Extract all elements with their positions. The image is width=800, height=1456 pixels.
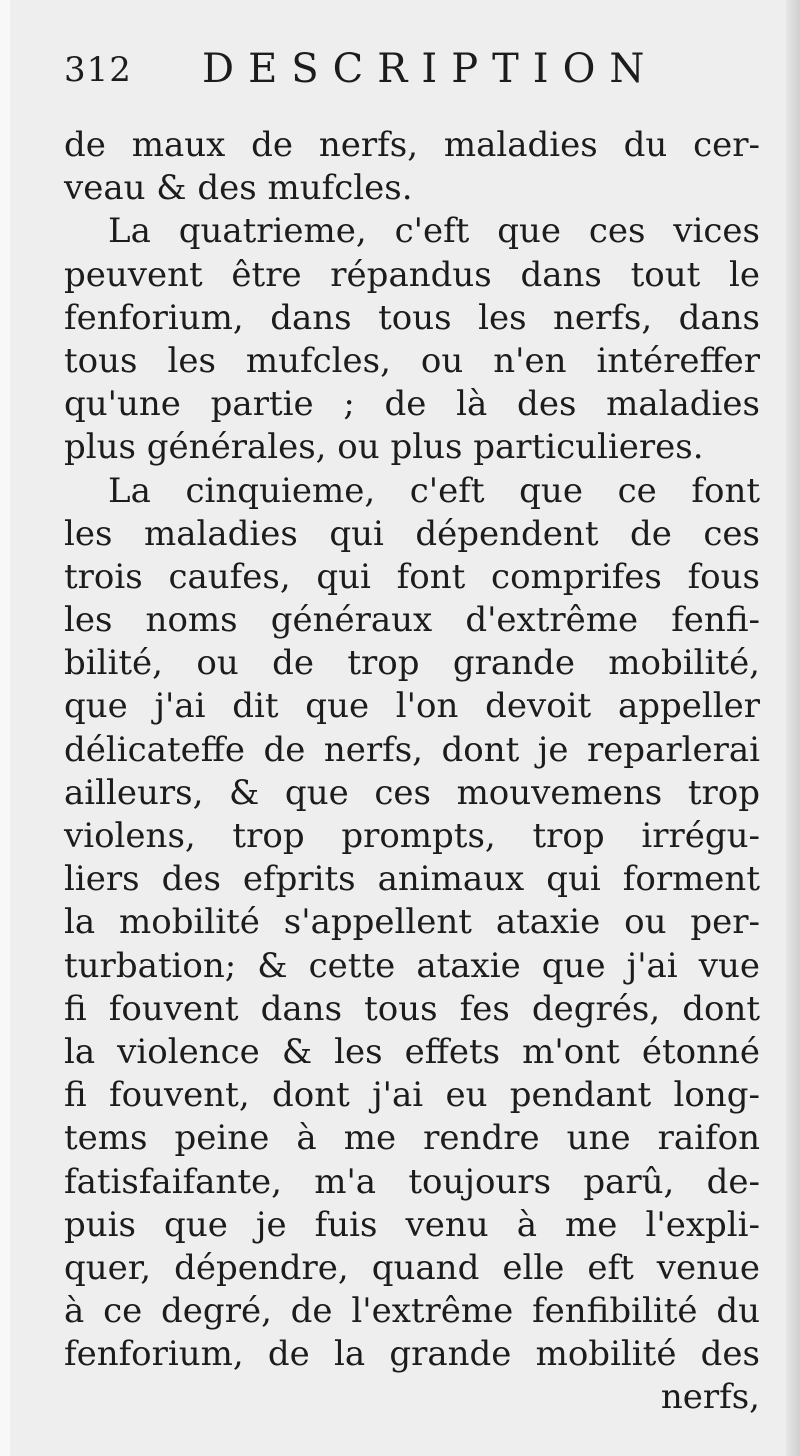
text-line: puis que je fuis venu à me l'expli-	[64, 1204, 760, 1245]
text-line: la violence & les effets m'ont étonné	[64, 1031, 760, 1072]
text-line: trois caufes, qui font comprifes fous	[64, 556, 760, 597]
text-line: La quatrieme, c'eft que ces vices	[108, 211, 760, 252]
text-line: turbation; & cette ataxie que j'ai vue	[64, 945, 760, 986]
text-line: qu'une partie ; de là des maladies	[64, 384, 760, 425]
text-line: La cinquieme, c'eft que ce font	[108, 470, 760, 511]
text-line: tems peine à me rendre une raifon	[64, 1118, 760, 1159]
text-line: la mobilité s'appellent ataxie ou per-	[64, 902, 760, 943]
text-line: fenforium, de la grande mobilité des	[64, 1334, 760, 1375]
text-line: à ce degré, de l'extrême fenfibilité du	[64, 1291, 760, 1332]
text-line: les noms généraux d'extrême fenfi-	[64, 600, 760, 641]
page-right-edge-shadow	[786, 0, 800, 1456]
text-line: ailleurs, & que ces mouvemens trop	[64, 772, 760, 813]
text-line: plus générales, ou plus particulieres.	[64, 427, 704, 468]
text-line: les maladies qui dépendent de ces	[64, 513, 760, 554]
text-line: veau & des mufcles.	[64, 168, 413, 209]
text-line: fenforium, dans tous les nerfs, dans	[64, 297, 760, 338]
catchword-line: nerfs,	[660, 1377, 760, 1418]
text-line: fatisfaifante, m'a toujours parû, de-	[64, 1161, 760, 1202]
text-line: violens, trop prompts, trop irrégu-	[64, 816, 760, 856]
running-header	[60, 44, 760, 104]
text-line: tous les mufcles, ou n'en intéreffer	[64, 340, 760, 381]
text-line: liers des efprits animaux qui forment	[64, 859, 760, 900]
text-line: délicateffe de nerfs, dont je reparlerai	[64, 729, 760, 770]
text-line: quer, dépendre, quand elle eft venue	[64, 1247, 760, 1288]
page-number: 312	[64, 50, 132, 90]
running-title: DESCRIPTION	[202, 46, 659, 92]
text-line: de maux de nerfs, maladies du cer-	[64, 125, 760, 165]
text-line: bilité, ou de trop grande mobilité,	[64, 643, 760, 684]
text-line: peuvent être répandus dans tout le	[64, 254, 760, 295]
body-text	[64, 124, 760, 1420]
text-line: que j'ai dit que l'on devoit appeller	[64, 686, 760, 727]
page-left-margin	[0, 0, 10, 1456]
text-line: fi fouvent dans tous fes degrés, dont	[64, 988, 760, 1029]
text-line: fi fouvent, dont j'ai eu pendant long-	[64, 1075, 760, 1116]
